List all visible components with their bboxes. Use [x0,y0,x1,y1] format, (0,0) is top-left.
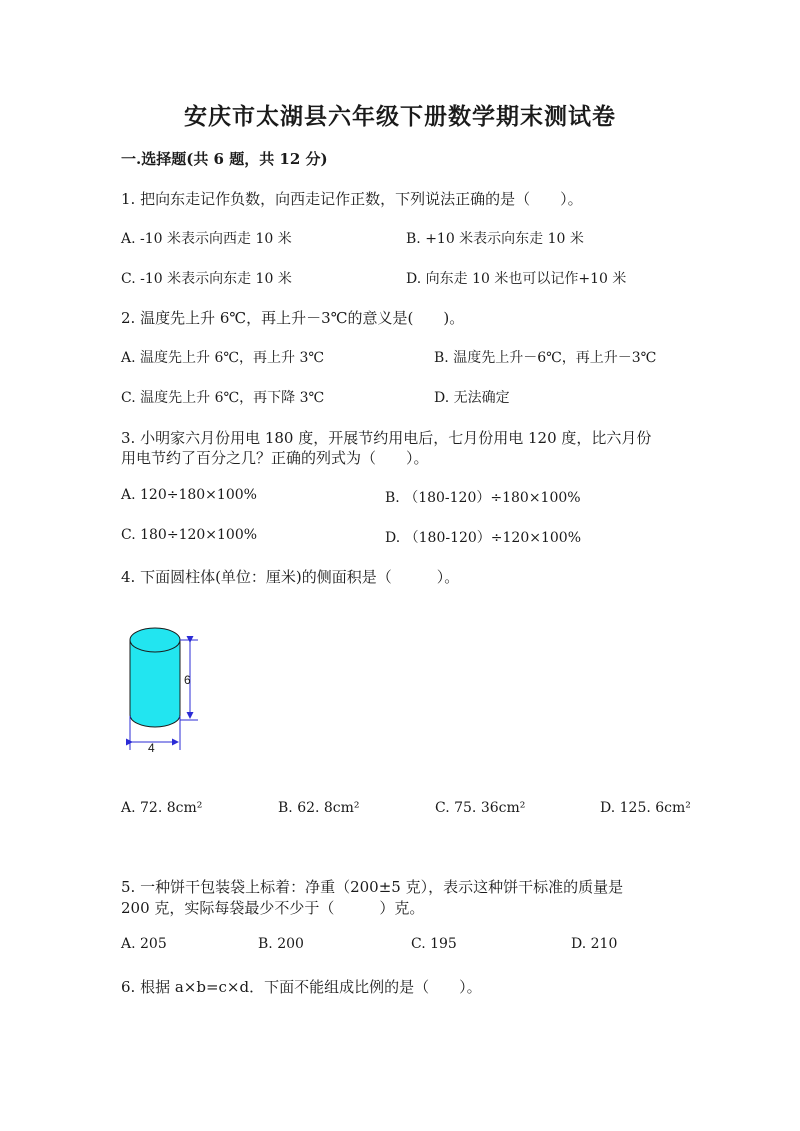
question-3-option-b: B. （180-120）÷180×100% [385,490,581,506]
question-1-stem: 1. 把向东走记作负数，向西走记作正数，下列说法正确的是（ ）。 [121,190,583,208]
question-1-option-a: A. -10 米表示向西走 10 米 [121,231,292,247]
question-4-option-b: B. 62. 8cm² [278,800,360,816]
question-2-option-b: B. 温度先上升－6℃，再上升－3℃ [434,350,657,366]
question-5-option-b: B. 200 [258,936,304,952]
question-3-option-d: D. （180-120）÷120×100% [385,530,582,546]
question-6-stem: 6. 根据 a×b=c×d．下面不能组成比例的是（ ）。 [121,978,482,996]
cylinder-body [130,640,180,727]
question-4-option-d: D. 125. 6cm² [600,800,691,816]
question-5-option-d: D. 210 [571,936,618,952]
cylinder-diagram [118,610,218,760]
question-1-option-d: D. 向东走 10 米也可以记作+10 米 [406,271,627,287]
page-title: 安庆市太湖县六年级下册数学期末测试卷 [184,103,616,130]
diameter-label: 4 [148,741,155,755]
section-heading: 一.选择题(共 6 题，共 12 分) [121,150,328,168]
question-5-option-a: A. 205 [121,936,167,952]
cylinder-figure [118,610,218,760]
question-4-option-c: C. 75. 36cm² [435,800,526,816]
question-1-option-c: C. -10 米表示向东走 10 米 [121,271,292,287]
question-2-option-a: A. 温度先上升 6℃，再上升 3℃ [121,350,325,366]
question-4-option-a: A. 72. 8cm² [121,800,203,816]
question-5-stem-line-1: 5. 一种饼干包装袋上标着：净重（200±5 克），表示这种饼干标准的质量是 [121,878,624,896]
question-3-stem-line-1: 3. 小明家六月份用电 180 度，开展节约用电后，七月份用电 120 度，比六月份 [121,429,652,447]
question-3-option-c: C. 180÷120×100% [121,527,258,543]
question-4-stem: 4. 下面圆柱体(单位：厘米)的侧面积是（ ）。 [121,568,460,586]
question-5-option-c: C. 195 [411,936,457,952]
question-2-option-d: D. 无法确定 [434,390,510,406]
question-5-stem-line-2: 200 克，实际每袋最少不少于（ ）克。 [121,899,425,917]
question-1-option-b: B. +10 米表示向东走 10 米 [406,231,584,247]
cylinder-top [130,628,180,652]
question-3-option-a: A. 120÷180×100% [121,487,257,503]
question-3-stem-line-2: 用电节约了百分之几？正确的列式为（ ）。 [121,449,429,467]
height-label: 6 [184,673,191,687]
question-2-option-c: C. 温度先上升 6℃，再下降 3℃ [121,390,325,406]
question-2-stem: 2. 温度先上升 6℃，再上升－3℃的意义是( )。 [121,309,465,327]
